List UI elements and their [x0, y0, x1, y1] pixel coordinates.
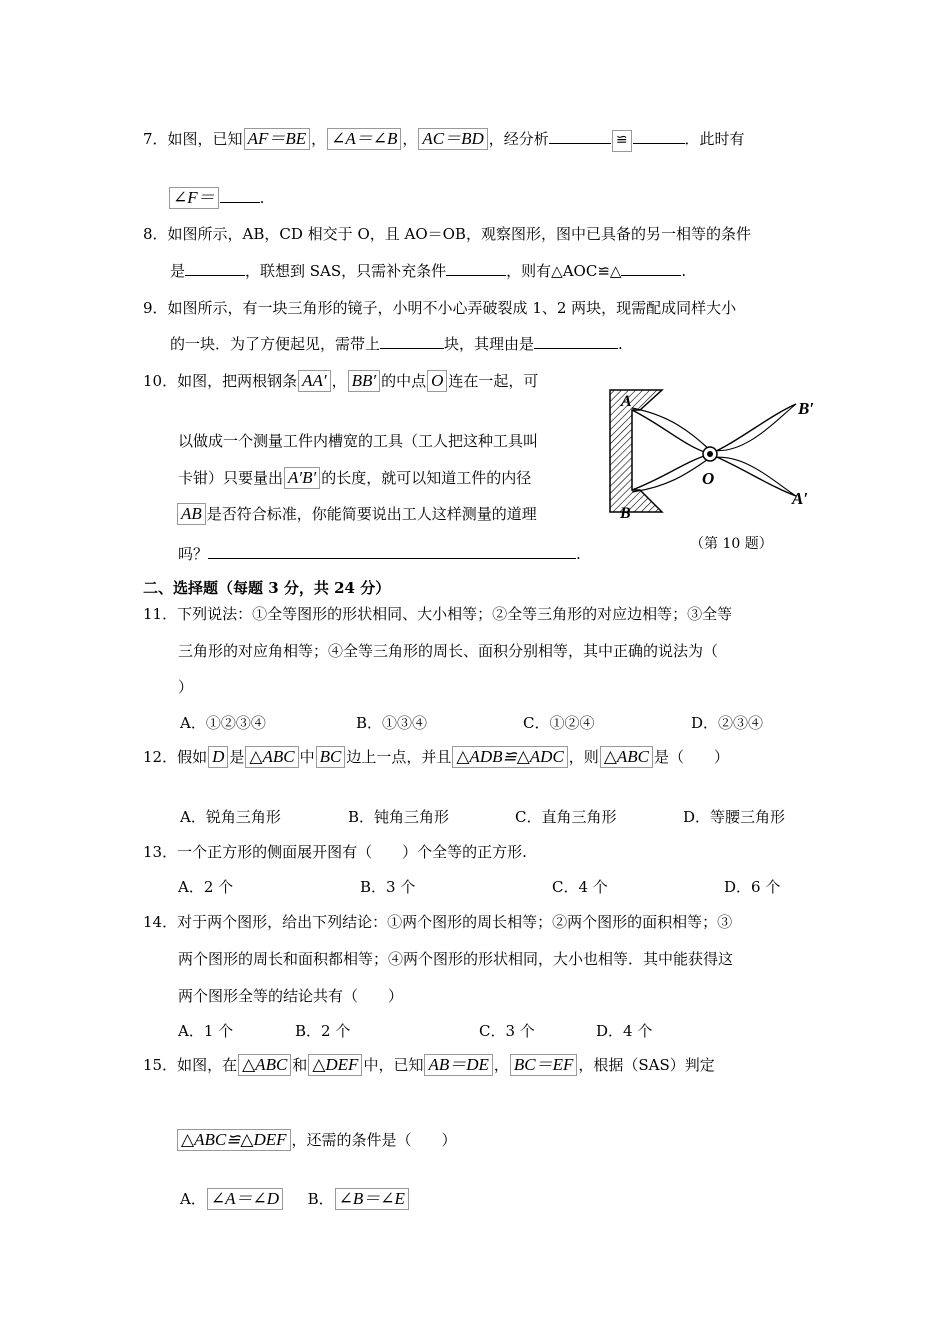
q15-line2: [176, 1129, 457, 1151]
formula-box: △ABC: [238, 1054, 291, 1076]
q8-line2: [170, 260, 686, 282]
text: 的中点: [381, 372, 427, 390]
text: 如图所示，AB，CD 相交于 O，且 AO＝OB，观察图形，图中已具备的另一相等的条件: [167, 225, 751, 243]
question-number: 7．: [143, 130, 168, 148]
text: 是否符合标准，你能简要说出工人这样测量的道理: [206, 505, 537, 523]
text: ，经分析: [488, 130, 549, 148]
q15-line1: [143, 1054, 715, 1076]
q9-line2: [170, 333, 623, 355]
text: ．此时有: [684, 130, 745, 148]
text: ，根据（SAS）判定: [578, 1056, 715, 1074]
option-d[interactable]: D．②③④: [691, 714, 764, 732]
formula-box: △ADB≌△ADC: [452, 746, 567, 768]
q10-line4: [176, 503, 537, 525]
question-number: 9．: [143, 299, 168, 317]
formula-box: AA′: [298, 370, 331, 392]
q11-line1: [143, 603, 732, 625]
text: 两个图形全等的结论共有（ ）: [178, 987, 404, 1005]
option-label: A．: [180, 1190, 206, 1208]
label-b: B: [620, 505, 631, 522]
q10-line1: [143, 370, 538, 392]
option-b[interactable]: B．钝角三角形: [348, 808, 450, 826]
q14-line3: [178, 985, 403, 1007]
formula-box: BC＝EF: [510, 1054, 578, 1076]
q15-options: [180, 1188, 410, 1210]
option-a[interactable]: A．①②③④: [180, 714, 266, 732]
text: 卡钳）只要量出: [178, 469, 284, 487]
formula-box: O: [427, 370, 447, 392]
option-c[interactable]: C．3 个: [479, 1022, 535, 1040]
text: 对于两个图形，给出下列结论：①两个图形的周长相等；②两个图形的面积相等；③: [177, 913, 733, 931]
q13-line1: [143, 841, 527, 863]
text: ，则有△AOC≌△: [506, 262, 622, 280]
text: 中: [299, 748, 315, 766]
answer-blank[interactable]: [380, 334, 444, 349]
figure-caption: （第 10 题）: [690, 536, 773, 552]
option-d[interactable]: D．6 个: [724, 878, 781, 896]
answer-blank[interactable]: [633, 129, 685, 144]
text: 如图所示，有一块三角形的镜子，小明不小心弄破裂成 1、2 两块，现需配成同样大小: [167, 299, 737, 317]
formula-box: △ABC: [245, 746, 298, 768]
formula-box: A′B′: [284, 467, 320, 489]
text: 三角形的对应角相等；④全等三角形的周长、面积分别相等，其中正确的说法为（: [178, 642, 719, 660]
text: .: [259, 189, 265, 207]
answer-blank[interactable]: [534, 334, 618, 349]
text: 下列说法：①全等图形的形状相同、大小相等；②全等三角形的对应边相等；③全等: [177, 605, 733, 623]
formula-box: BC: [316, 746, 346, 768]
option-c[interactable]: C．直角三角形: [515, 808, 617, 826]
q8-line1: [143, 223, 751, 245]
label-a: A: [621, 393, 632, 410]
answer-blank[interactable]: [621, 261, 681, 276]
formula-box: AB＝DE: [424, 1054, 492, 1076]
text: ，还需的条件是（ ）: [291, 1131, 457, 1149]
q9-line1: [143, 297, 736, 319]
text: 是: [170, 262, 186, 280]
q11-line3: [178, 676, 193, 698]
option-label: B．: [307, 1190, 334, 1208]
question-number: 8．: [143, 225, 168, 243]
formula-box: D: [208, 746, 228, 768]
section-heading: 二、选择题（每题 3 分，共 24 分）: [143, 579, 391, 597]
text: 的一块．为了方便起见，需带上: [170, 335, 381, 353]
text: 假如: [177, 748, 208, 766]
text: ，: [402, 130, 418, 148]
q7-line1: [143, 128, 745, 152]
q10-line5: [178, 543, 581, 565]
pivot-center: [707, 451, 713, 457]
formula-box: △DEF: [308, 1054, 362, 1076]
option-a[interactable]: A．1 个: [178, 1022, 234, 1040]
question-number: 10．: [143, 372, 178, 390]
option-c[interactable]: C．4 个: [552, 878, 608, 896]
q10-line3: [178, 467, 531, 489]
formula-box: ∠F＝: [169, 187, 219, 209]
formula-box: AC＝BD: [418, 128, 487, 150]
formula-box: ∠A＝∠B: [327, 128, 401, 150]
formula-box: AB: [177, 503, 206, 525]
text: 和: [292, 1056, 308, 1074]
text: 的长度，就可以知道工件的内径: [321, 469, 532, 487]
question-number: 13．: [143, 843, 178, 861]
formula-box: ∠A＝∠D: [207, 1188, 283, 1210]
formula-box: BB′: [348, 370, 381, 392]
text: 如图，把两根钢条: [177, 372, 298, 390]
question-number: 11．: [143, 605, 178, 623]
formula-box: AF＝BE: [244, 128, 311, 150]
option-a[interactable]: A．锐角三角形: [180, 808, 281, 826]
text: 是: [229, 748, 245, 766]
option-b[interactable]: B．3 个: [360, 878, 416, 896]
q11-line2: [178, 640, 718, 662]
option-d[interactable]: D．4 个: [596, 1022, 653, 1040]
text: 两个图形的周长和面积都相等；④两个图形的形状相同，大小也相等．其中能获得这: [178, 950, 734, 968]
question-number: 12．: [143, 748, 178, 766]
q12-line1: [143, 746, 729, 768]
steel-bar-bb: [632, 404, 796, 454]
text: 边上一点，并且: [346, 748, 452, 766]
text: 如图，已知: [167, 130, 243, 148]
answer-blank[interactable]: [549, 129, 611, 144]
text: .: [576, 545, 581, 563]
option-b[interactable]: B．2 个: [295, 1022, 351, 1040]
text: 块，其理由是: [444, 335, 535, 353]
question-number: 14．: [143, 913, 178, 931]
text: .: [681, 262, 687, 280]
text: 一个正方形的侧面展开图有（ ）个全等的正方形.: [177, 843, 527, 861]
label-a-prime: A′: [792, 489, 809, 508]
q14-line2: [178, 948, 733, 970]
text: 是（ ）: [654, 748, 730, 766]
text: 如图，在: [177, 1056, 238, 1074]
q14-line1: [143, 911, 732, 933]
text: .: [618, 335, 623, 353]
text: ，: [331, 372, 347, 390]
text: 连在一起，可: [448, 372, 539, 390]
text: 中，已知: [363, 1056, 424, 1074]
text: ，: [493, 1056, 509, 1074]
text: ，则: [568, 748, 599, 766]
text: 吗？: [178, 545, 209, 563]
label-b-prime: B′: [798, 399, 815, 418]
option-c[interactable]: C．①②④: [523, 714, 595, 732]
caliper-figure: [604, 386, 824, 522]
answer-blank[interactable]: [185, 261, 245, 276]
steel-bar-edge: [632, 408, 710, 450]
text: ，联想到 SAS，只需补充条件: [245, 262, 447, 280]
option-a[interactable]: [180, 1190, 284, 1208]
option-b[interactable]: B．①③④: [356, 714, 428, 732]
formula-box: ≌: [612, 130, 632, 152]
answer-blank[interactable]: [446, 261, 506, 276]
option-a[interactable]: A．2 个: [178, 878, 234, 896]
text: ）: [178, 678, 194, 696]
option-d[interactable]: D．等腰三角形: [683, 808, 786, 826]
answer-blank[interactable]: [220, 188, 260, 203]
question-number: 15．: [143, 1056, 178, 1074]
formula-box: △ABC≌△DEF: [177, 1129, 291, 1151]
formula-box: △ABC: [600, 746, 653, 768]
formula-box: ∠B＝∠E: [335, 1188, 409, 1210]
text: ，: [311, 130, 327, 148]
text: 以做成一个测量工件内槽宽的工具（工人把这种工具叫: [178, 432, 539, 450]
label-o: O: [702, 469, 715, 488]
q7-line2: [168, 187, 264, 209]
steel-bar-edge: [632, 458, 710, 492]
q10-line2: [178, 430, 538, 452]
answer-blank[interactable]: [208, 544, 576, 559]
option-b[interactable]: [308, 1190, 410, 1208]
